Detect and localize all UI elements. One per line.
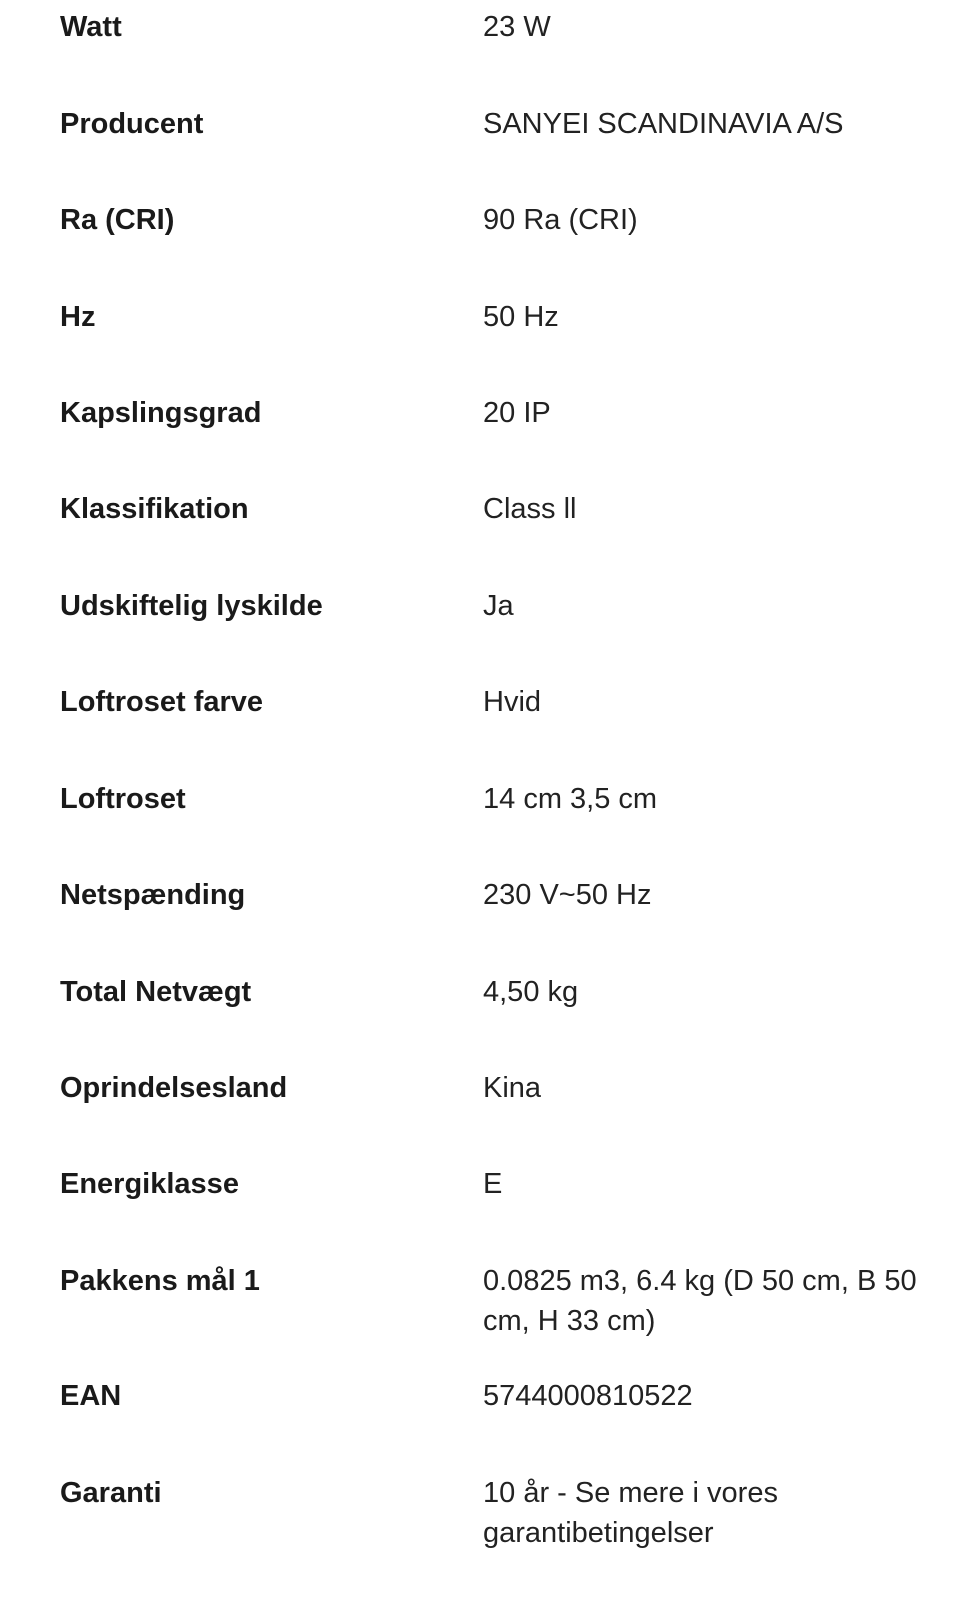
spec-value: 4,50 kg bbox=[483, 976, 579, 1008]
spec-value: 0.0825 m3, 6.4 kg (D 50 cm, B 50 cm, H 33 cm) bbox=[483, 1265, 917, 1337]
spec-value: Class ll bbox=[483, 493, 577, 525]
spec-label: Kapslingsgrad bbox=[60, 397, 262, 429]
spec-value: 90 Ra (CRI) bbox=[483, 204, 638, 236]
spec-label: Udskiftelig lyskilde bbox=[60, 590, 323, 622]
spec-value: 5744000810522 bbox=[483, 1380, 693, 1412]
spec-label: Loftroset bbox=[60, 783, 186, 815]
spec-label: Hz bbox=[60, 301, 96, 333]
spec-label: Klassifikation bbox=[60, 493, 249, 525]
spec-value: Ja bbox=[483, 590, 514, 622]
spec-value: 23 W bbox=[483, 11, 551, 43]
spec-label: Loftroset farve bbox=[60, 686, 264, 718]
spec-label: Garanti bbox=[60, 1477, 162, 1509]
spec-label: Oprindelsesland bbox=[60, 1072, 288, 1104]
spec-value: 14 cm 3,5 cm bbox=[483, 783, 658, 815]
spec-label: Energiklasse bbox=[60, 1168, 239, 1200]
spec-value: E bbox=[483, 1168, 503, 1200]
spec-value: Kina bbox=[483, 1072, 542, 1104]
spec-label: Producent bbox=[60, 108, 204, 140]
spec-value: SANYEI SCANDINAVIA A/S bbox=[483, 108, 844, 140]
spec-value: 10 år - Se mere i vores garantibetingelser bbox=[483, 1477, 778, 1549]
spec-value: 50 Hz bbox=[483, 301, 559, 333]
spec-value: 20 IP bbox=[483, 397, 551, 429]
spec-label: Watt bbox=[60, 11, 122, 43]
spec-label: EAN bbox=[60, 1380, 122, 1412]
spec-label: Pakkens mål 1 bbox=[60, 1265, 260, 1297]
spec-value: 230 V~50 Hz bbox=[483, 879, 652, 911]
spec-label: Netspænding bbox=[60, 879, 246, 911]
spec-label: Ra (CRI) bbox=[60, 204, 175, 236]
spec-label: Total Netvægt bbox=[60, 976, 252, 1008]
spec-value: Hvid bbox=[483, 686, 542, 718]
